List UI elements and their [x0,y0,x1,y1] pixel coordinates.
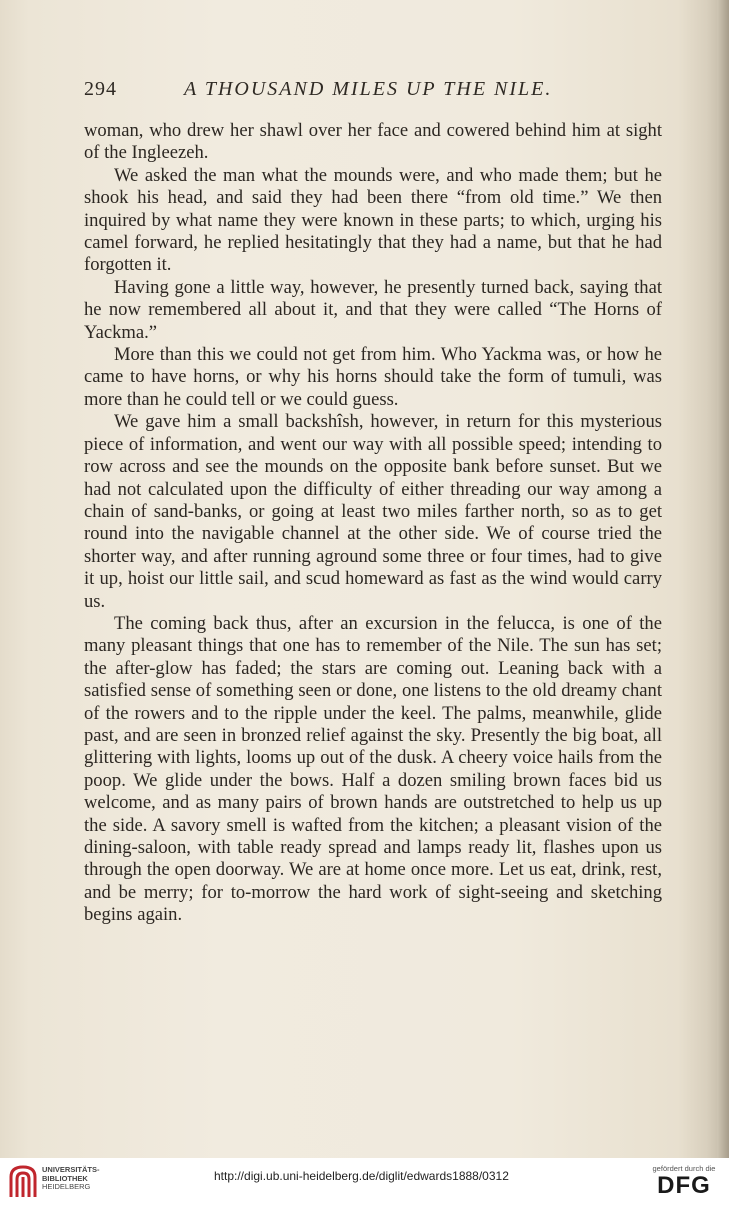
paragraph: Having gone a little way, however, he presently turned back, saying that he now remembered all about it, and that they were called “The Horns of Yackma.” [84,276,662,343]
paragraph: We gave him a small backshîsh, however, in return for this mysterious piece of information, and went our way with all possible speed; intending to row across and see the mounds on the opposite bank before sunset. But we had not calculated upon the difficulty of either threading our way among a chain of sand-banks, or going at least two miles farther north, so as to get round into the navigable channel at the other side. We of course tried the shorter way, and after running aground some three or four times, had to give it up, hoist our little sail, and scud homeward as fast as the wind would carry us. [84,411,662,612]
institution-line: BIBLIOTHEK [42,1173,88,1183]
institution-line: HEIDELBERG [42,1182,91,1192]
funder-badge[interactable] [646,1164,722,1199]
running-head [84,78,664,104]
paragraph: We asked the man what the mounds were, and who made them; but he shook his head, and said they had been there “from old time.” We then inquired by what name they were known in these parts; to which, urging his camel forward, he replied hesitatingly that they had a name, but that he had forgotten it. [84,164,662,276]
institution-line: UNIVERSITÄTS- [42,1165,100,1174]
funder-label: gefördert durch die [652,1164,716,1173]
page-number: 294 [84,78,117,100]
paragraph: More than this we could not get from him. Who Yackma was, or how he came to have horns, or why his horns should take the form of tumuli, was more than he could tell or we could guess. [84,344,662,410]
library-logo-icon[interactable] [8,1163,38,1201]
running-title: A THOUSAND MILES UP THE NILE. [184,78,553,100]
permalink[interactable]: http://digi.ub.uni-heidelberg.de/diglit/edwards1888/0312 [214,1169,509,1183]
institution-name [42,1166,100,1192]
paragraph: The coming back thus, after an excursion in the felucca, is one of the many pleasant things that one has to remember of the Nile. The sun has set; the after-glow has faded; the stars are coming out. Leaning back with a satisfied sense of something seen or done, one listens to the old dreamy chant of the rowers and to the ripple under the keel. The palms, meanwhile, glide past, and are seen in bronzed relief against the sky. Presently the big boat, all glittering with lights, looms up out of the dusk. A cheery voice hails from the poop. We glide under the bows. Half a dozen smiling brown faces bid us welcome, and as many pairs of brown hands are outstretched to help us up the side. A savory smell is wafted from the kitchen; a pleasant vision of the dining-saloon, with table ready spread and lamps ready lit, flashes upon us through the open doorway. We are at home once more. Let us eat, drink, rest, and be merry; for to-morrow the hard work of sight-seeing and sketching begins again. [84,612,662,926]
footer-bar [0,1158,729,1208]
paragraph: woman, who drew her shawl over her face and cowered behind him at sight of the Ingleezeh. [84,120,662,164]
page-edge [717,0,729,1158]
dfg-logo: DFG [657,1172,711,1199]
body-text [84,120,662,927]
